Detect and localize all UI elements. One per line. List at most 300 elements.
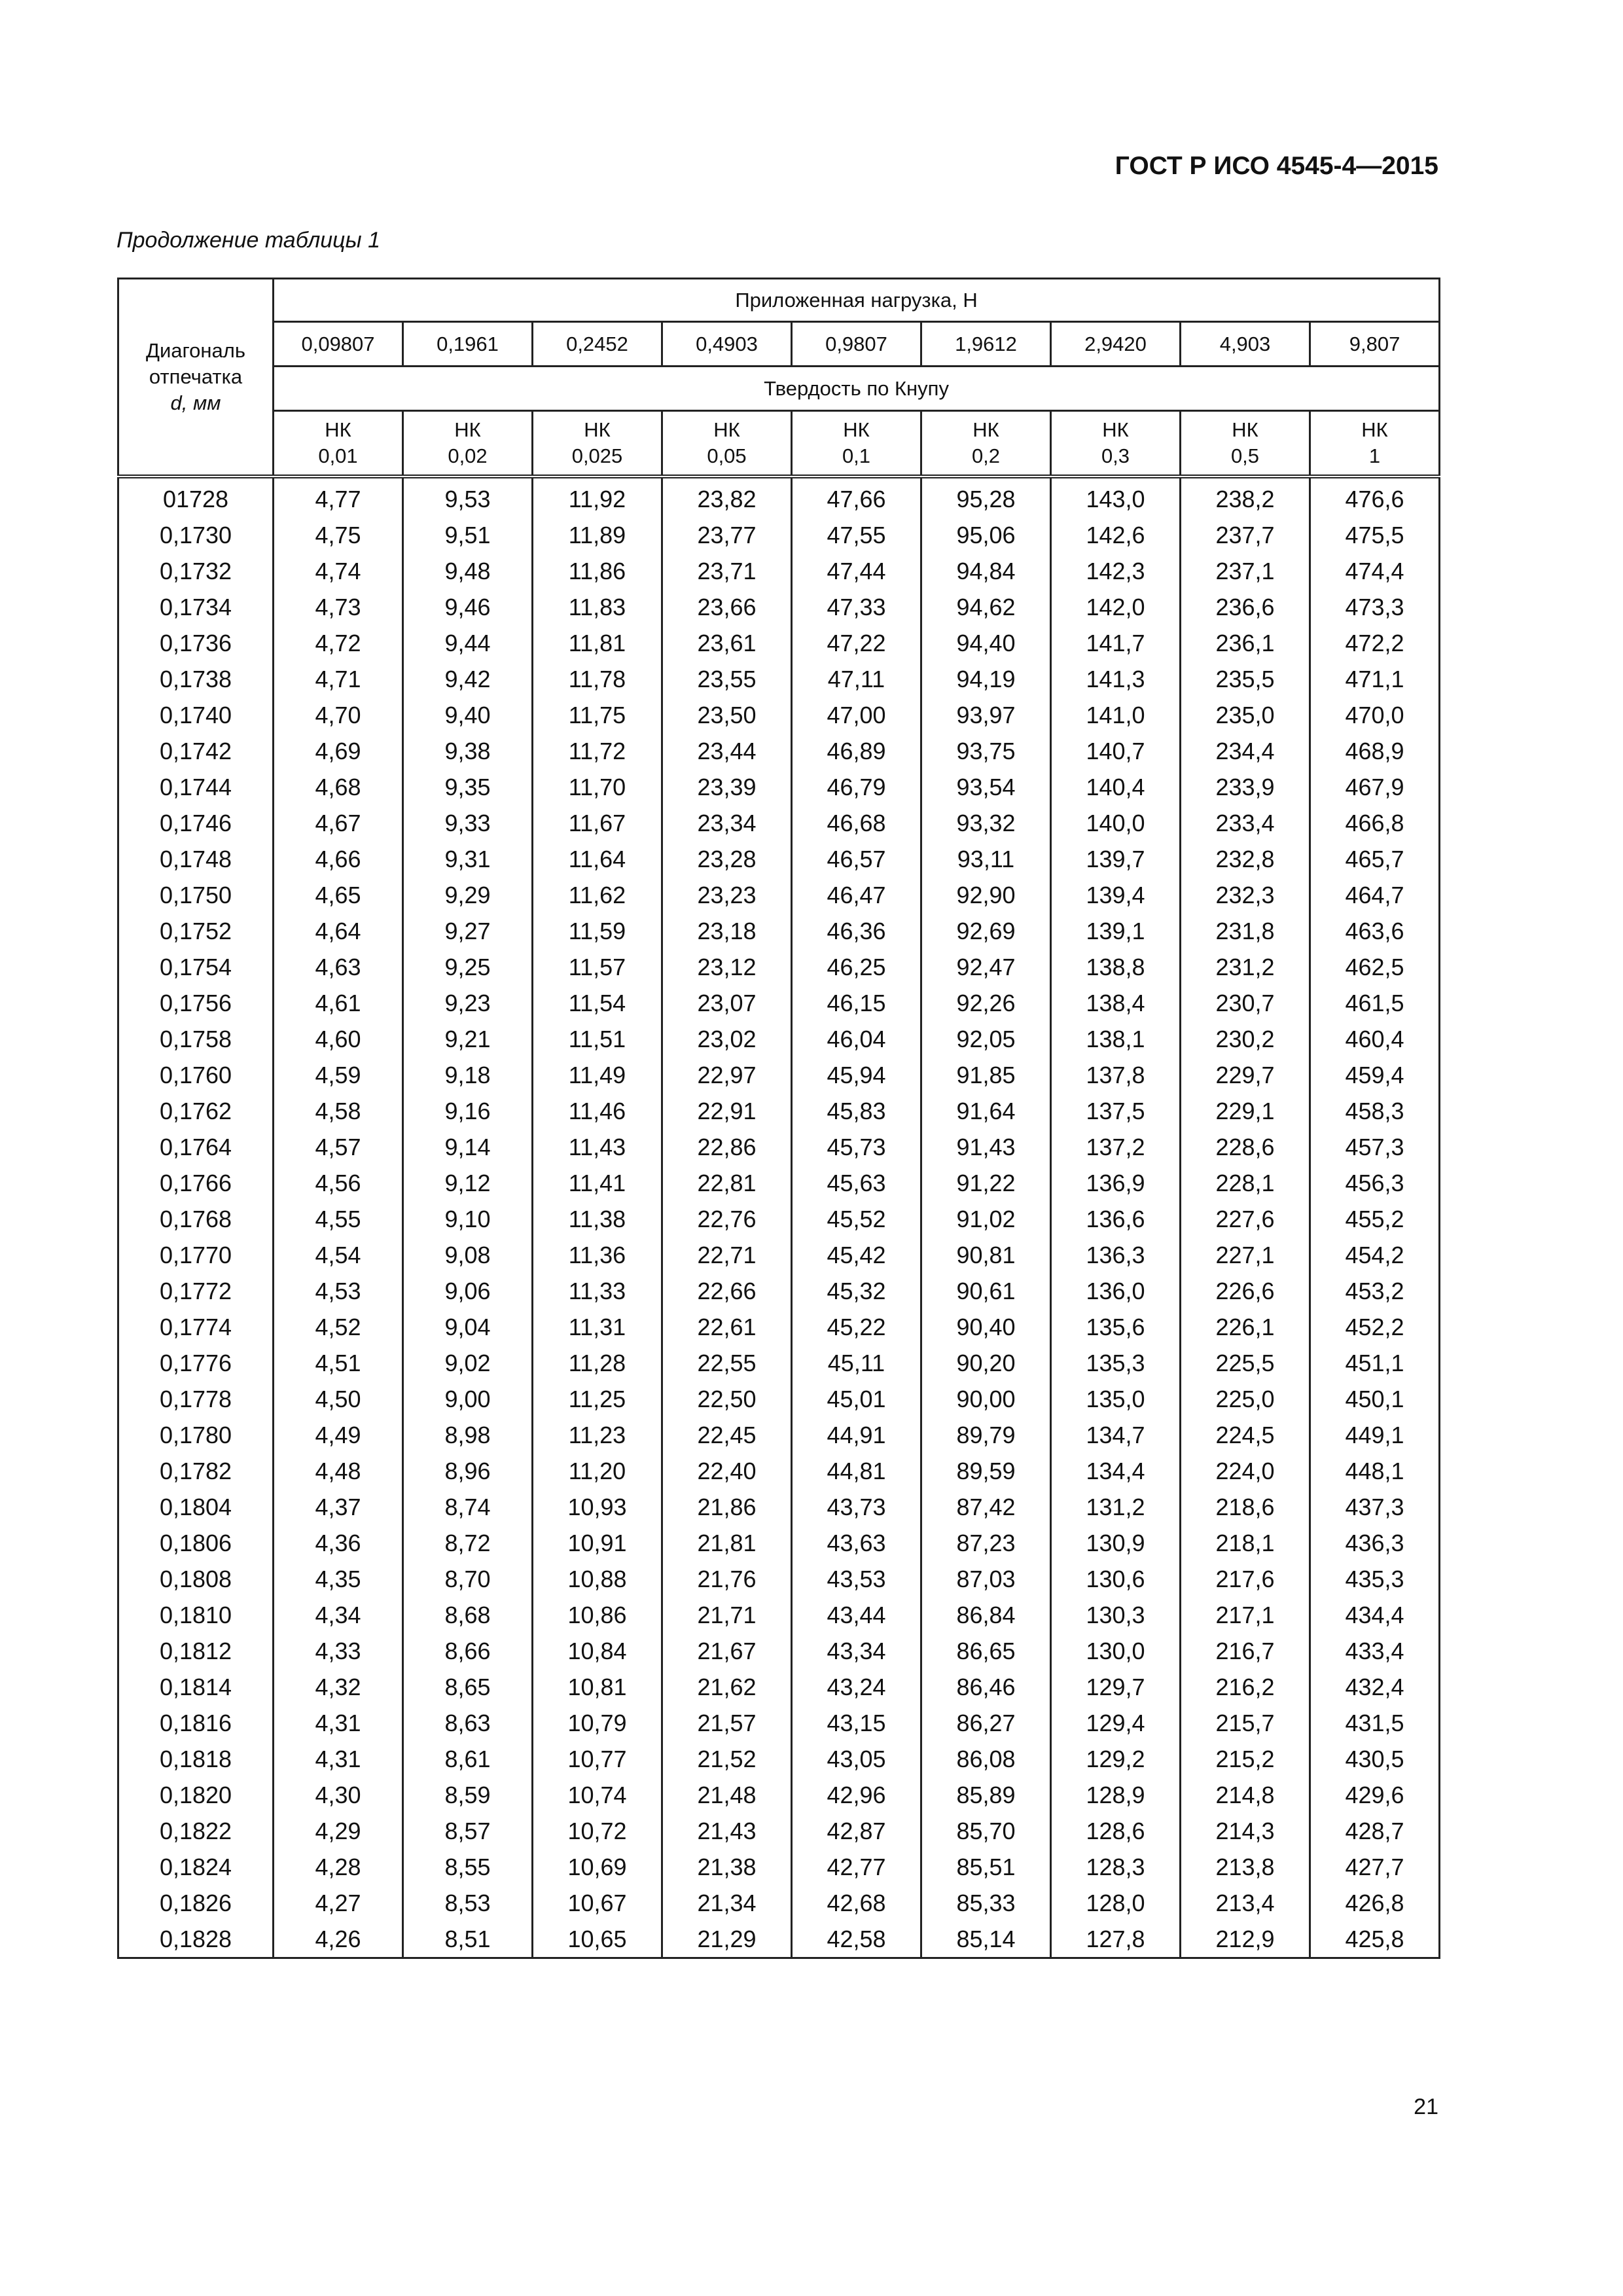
hardness-cell: 9,38 [403, 733, 533, 769]
hardness-cell: 456,3 [1310, 1165, 1440, 1201]
hardness-cell: 11,62 [533, 877, 662, 913]
hardness-cell: 42,87 [792, 1813, 921, 1849]
hardness-cell: 47,33 [792, 589, 921, 625]
hardness-cell: 428,7 [1310, 1813, 1440, 1849]
hardness-cell: 225,5 [1181, 1345, 1310, 1381]
hardness-cell: 10,81 [533, 1669, 662, 1705]
hardness-cell: 432,4 [1310, 1669, 1440, 1705]
hardness-cell: 8,55 [403, 1849, 533, 1885]
hardness-cell: 23,50 [662, 697, 792, 733]
hardness-cell: 225,0 [1181, 1381, 1310, 1417]
hardness-cell: 45,52 [792, 1201, 921, 1237]
hardness-cell: 9,14 [403, 1129, 533, 1165]
diagonal-cell: 0,1768 [118, 1201, 274, 1237]
hardness-cell: 22,66 [662, 1273, 792, 1309]
hardness-cell: 87,03 [921, 1561, 1051, 1597]
hardness-cell: 4,26 [274, 1921, 403, 1958]
hardness-cell: 43,53 [792, 1561, 921, 1597]
hardness-cell: 91,64 [921, 1093, 1051, 1129]
hardness-cell: 9,18 [403, 1057, 533, 1093]
hardness-cell: 229,7 [1181, 1057, 1310, 1093]
hardness-cell: 47,55 [792, 517, 921, 553]
table-row [118, 769, 1440, 805]
hardness-cell: 93,32 [921, 805, 1051, 841]
hardness-cell: 4,30 [274, 1777, 403, 1813]
hardness-cell: 8,51 [403, 1921, 533, 1958]
hardness-cell: 23,12 [662, 949, 792, 985]
hardness-cell: 9,12 [403, 1165, 533, 1201]
hardness-cell: 10,93 [533, 1489, 662, 1525]
hardness-cell: 141,0 [1051, 697, 1181, 733]
hardness-cell: 92,26 [921, 985, 1051, 1021]
hardness-cell: 85,89 [921, 1777, 1051, 1813]
hardness-cell: 214,8 [1181, 1777, 1310, 1813]
diagonal-cell: 01728 [118, 476, 274, 517]
hardness-cell: 91,85 [921, 1057, 1051, 1093]
table-row [118, 517, 1440, 553]
hardness-cell: 459,4 [1310, 1057, 1440, 1093]
hardness-cell: 4,65 [274, 877, 403, 913]
hardness-cell: 4,52 [274, 1309, 403, 1345]
hardness-cell: 11,81 [533, 625, 662, 661]
hardness-cell: 46,15 [792, 985, 921, 1021]
hardness-cell: 4,58 [274, 1093, 403, 1129]
table-row [118, 1561, 1440, 1597]
hardness-cell: 21,76 [662, 1561, 792, 1597]
hardness-cell: 215,2 [1181, 1741, 1310, 1777]
hardness-cell: 47,11 [792, 661, 921, 697]
hardness-cell: 42,68 [792, 1885, 921, 1921]
hardness-cell: 4,53 [274, 1273, 403, 1309]
hardness-cell: 137,2 [1051, 1129, 1181, 1165]
hardness-cell: 4,70 [274, 697, 403, 733]
hardness-cell: 44,81 [792, 1453, 921, 1489]
hardness-cell: 43,63 [792, 1525, 921, 1561]
hardness-cell: 86,84 [921, 1597, 1051, 1633]
diagonal-cell: 0,1804 [118, 1489, 274, 1525]
hardness-cell: 90,61 [921, 1273, 1051, 1309]
diagonal-cell: 0,1814 [118, 1669, 274, 1705]
hardness-cell: 142,0 [1051, 589, 1181, 625]
hardness-cell: 9,31 [403, 841, 533, 877]
hardness-cell: 9,46 [403, 589, 533, 625]
hardness-cell: 10,67 [533, 1885, 662, 1921]
hardness-cell: 9,42 [403, 661, 533, 697]
hardness-cell: 91,02 [921, 1201, 1051, 1237]
hardness-cell: 94,84 [921, 553, 1051, 589]
hardness-cell: 23,28 [662, 841, 792, 877]
hardness-cell: 217,6 [1181, 1561, 1310, 1597]
hardness-cell: 9,10 [403, 1201, 533, 1237]
hk-scale [403, 411, 533, 476]
hk-scale [1310, 411, 1440, 476]
hk-scale [792, 411, 921, 476]
hardness-cell: 22,45 [662, 1417, 792, 1453]
diagonal-cell: 0,1778 [118, 1381, 274, 1417]
table-row [118, 476, 1440, 517]
hardness-cell: 23,18 [662, 913, 792, 949]
hardness-cell: 4,66 [274, 841, 403, 877]
table-row [118, 697, 1440, 733]
hardness-cell: 9,40 [403, 697, 533, 733]
diagonal-cell: 0,1740 [118, 697, 274, 733]
hk-scale-symbol: НК [1232, 418, 1258, 441]
table-row [118, 1129, 1440, 1165]
hardness-cell: 21,38 [662, 1849, 792, 1885]
hardness-cell: 473,3 [1310, 589, 1440, 625]
hardness-cell: 45,83 [792, 1093, 921, 1129]
hardness-cell: 46,25 [792, 949, 921, 985]
table-row [118, 1237, 1440, 1273]
hardness-cell: 4,50 [274, 1381, 403, 1417]
hardness-cell: 22,55 [662, 1345, 792, 1381]
hardness-cell: 23,44 [662, 733, 792, 769]
hardness-cell: 227,6 [1181, 1201, 1310, 1237]
hardness-cell: 9,00 [403, 1381, 533, 1417]
table-body [118, 476, 1440, 1958]
hardness-cell: 4,36 [274, 1525, 403, 1561]
diagonal-cell: 0,1828 [118, 1921, 274, 1958]
diagonal-cell: 0,1822 [118, 1813, 274, 1849]
hardness-cell: 22,97 [662, 1057, 792, 1093]
hardness-cell: 4,69 [274, 733, 403, 769]
hardness-cell: 231,8 [1181, 913, 1310, 949]
hardness-cell: 430,5 [1310, 1741, 1440, 1777]
hardness-cell: 45,63 [792, 1165, 921, 1201]
hardness-cell: 233,9 [1181, 769, 1310, 805]
hardness-cell: 468,9 [1310, 733, 1440, 769]
diagonal-header [118, 279, 274, 476]
hardness-cell: 11,28 [533, 1345, 662, 1381]
hardness-cell: 21,48 [662, 1777, 792, 1813]
hardness-cell: 86,27 [921, 1705, 1051, 1741]
hardness-cell: 227,1 [1181, 1237, 1310, 1273]
hardness-cell: 11,72 [533, 733, 662, 769]
diagonal-cell: 0,1744 [118, 769, 274, 805]
hardness-cell: 4,63 [274, 949, 403, 985]
hardness-cell: 47,44 [792, 553, 921, 589]
hardness-cell: 138,8 [1051, 949, 1181, 985]
hardness-cell: 466,8 [1310, 805, 1440, 841]
table-row [118, 589, 1440, 625]
diagonal-cell: 0,1826 [118, 1885, 274, 1921]
hardness-cell: 232,3 [1181, 877, 1310, 913]
table-row [118, 805, 1440, 841]
hardness-cell: 4,32 [274, 1669, 403, 1705]
page-number: 21 [1414, 2094, 1438, 2119]
diagonal-cell: 0,1818 [118, 1741, 274, 1777]
hardness-cell: 136,9 [1051, 1165, 1181, 1201]
hardness-cell: 11,38 [533, 1201, 662, 1237]
hk-scale-load: 0,025 [571, 444, 623, 467]
hk-scale [921, 411, 1051, 476]
hardness-cell: 217,1 [1181, 1597, 1310, 1633]
hk-scale-symbol: НК [843, 418, 870, 441]
hardness-cell: 21,43 [662, 1813, 792, 1849]
hardness-cell: 46,89 [792, 733, 921, 769]
hardness-cell: 46,36 [792, 913, 921, 949]
hardness-cell: 92,05 [921, 1021, 1051, 1057]
hardness-cell: 4,31 [274, 1705, 403, 1741]
hardness-cell: 11,67 [533, 805, 662, 841]
hardness-cell: 213,4 [1181, 1885, 1310, 1921]
hardness-cell: 23,55 [662, 661, 792, 697]
hardness-cell: 91,43 [921, 1129, 1051, 1165]
hardness-cell: 4,57 [274, 1129, 403, 1165]
diagonal-cell: 0,1764 [118, 1129, 274, 1165]
table-row [118, 913, 1440, 949]
hardness-cell: 212,9 [1181, 1921, 1310, 1958]
hardness-cell: 47,66 [792, 476, 921, 517]
hardness-cell: 139,1 [1051, 913, 1181, 949]
hardness-cell: 22,86 [662, 1129, 792, 1165]
hardness-cell: 4,64 [274, 913, 403, 949]
hardness-cell: 143,0 [1051, 476, 1181, 517]
hardness-cell: 226,1 [1181, 1309, 1310, 1345]
hardness-cell: 9,44 [403, 625, 533, 661]
hardness-cell: 454,2 [1310, 1237, 1440, 1273]
hardness-cell: 92,47 [921, 949, 1051, 985]
table-row [118, 1849, 1440, 1885]
hardness-cell: 11,83 [533, 589, 662, 625]
diagonal-cell: 0,1774 [118, 1309, 274, 1345]
hardness-cell: 8,63 [403, 1705, 533, 1741]
table-row [118, 1381, 1440, 1417]
hardness-cell: 93,97 [921, 697, 1051, 733]
hardness-cell: 236,1 [1181, 625, 1310, 661]
hardness-cell: 11,51 [533, 1021, 662, 1057]
hardness-cell: 449,1 [1310, 1417, 1440, 1453]
hardness-cell: 22,81 [662, 1165, 792, 1201]
hardness-cell: 8,96 [403, 1453, 533, 1489]
hardness-cell: 8,66 [403, 1633, 533, 1669]
hardness-cell: 136,6 [1051, 1201, 1181, 1237]
hardness-cell: 8,59 [403, 1777, 533, 1813]
hardness-cell: 461,5 [1310, 985, 1440, 1021]
hardness-cell: 231,2 [1181, 949, 1310, 985]
hardness-cell: 45,32 [792, 1273, 921, 1309]
hardness-cell: 10,77 [533, 1741, 662, 1777]
diagonal-cell: 0,1760 [118, 1057, 274, 1093]
hardness-cell: 21,67 [662, 1633, 792, 1669]
hardness-cell: 22,91 [662, 1093, 792, 1129]
hardness-cell: 130,9 [1051, 1525, 1181, 1561]
hardness-cell: 43,15 [792, 1705, 921, 1741]
load-value: 0,2452 [533, 322, 662, 367]
hardness-cell: 9,25 [403, 949, 533, 985]
hardness-cell: 46,79 [792, 769, 921, 805]
hardness-cell: 11,43 [533, 1129, 662, 1165]
hardness-cell: 22,40 [662, 1453, 792, 1489]
hardness-cell: 470,0 [1310, 697, 1440, 733]
hardness-cell: 142,3 [1051, 553, 1181, 589]
hardness-cell: 128,3 [1051, 1849, 1181, 1885]
hardness-cell: 11,33 [533, 1273, 662, 1309]
hardness-cell: 4,28 [274, 1849, 403, 1885]
table-caption: Продолжение таблицы 1 [116, 228, 380, 253]
hardness-cell: 46,68 [792, 805, 921, 841]
hk-scale-symbol: НК [713, 418, 740, 441]
hardness-cell: 475,5 [1310, 517, 1440, 553]
hk-scale [1181, 411, 1310, 476]
hardness-cell: 43,73 [792, 1489, 921, 1525]
load-value: 9,807 [1310, 322, 1440, 367]
table-row [118, 877, 1440, 913]
hk-scale-load: 0,1 [842, 444, 871, 467]
hardness-cell: 10,84 [533, 1633, 662, 1669]
table-row [118, 553, 1440, 589]
hardness-cell: 23,39 [662, 769, 792, 805]
hardness-cell: 4,54 [274, 1237, 403, 1273]
hardness-cell: 4,61 [274, 985, 403, 1021]
hardness-cell: 9,53 [403, 476, 533, 517]
hardness-cell: 216,7 [1181, 1633, 1310, 1669]
hardness-cell: 11,70 [533, 769, 662, 805]
hardness-cell: 136,3 [1051, 1237, 1181, 1273]
hardness-cell: 10,65 [533, 1921, 662, 1958]
table-row [118, 625, 1440, 661]
hardness-cell: 23,66 [662, 589, 792, 625]
diagonal-cell: 0,1782 [118, 1453, 274, 1489]
hk-scale-load: 0,05 [707, 444, 747, 467]
hardness-cell: 11,64 [533, 841, 662, 877]
hardness-cell: 140,7 [1051, 733, 1181, 769]
hardness-cell: 9,21 [403, 1021, 533, 1057]
hardness-cell: 21,34 [662, 1885, 792, 1921]
hardness-cell: 140,0 [1051, 805, 1181, 841]
hardness-cell: 21,86 [662, 1489, 792, 1525]
hardness-cell: 142,6 [1051, 517, 1181, 553]
hardness-cell: 9,23 [403, 985, 533, 1021]
hardness-cell: 8,57 [403, 1813, 533, 1849]
hardness-cell: 238,2 [1181, 476, 1310, 517]
hardness-cell: 9,29 [403, 877, 533, 913]
hardness-cell: 455,2 [1310, 1201, 1440, 1237]
hardness-cell: 86,65 [921, 1633, 1051, 1669]
hardness-cell: 11,46 [533, 1093, 662, 1129]
hardness-cell: 10,86 [533, 1597, 662, 1633]
hardness-cell: 4,74 [274, 553, 403, 589]
hardness-cell: 140,4 [1051, 769, 1181, 805]
hardness-cell: 9,04 [403, 1309, 533, 1345]
hardness-cell: 11,31 [533, 1309, 662, 1345]
diagonal-cell: 0,1776 [118, 1345, 274, 1381]
hardness-cell: 4,27 [274, 1885, 403, 1921]
hardness-cell: 128,6 [1051, 1813, 1181, 1849]
hardness-cell: 137,5 [1051, 1093, 1181, 1129]
hardness-cell: 141,7 [1051, 625, 1181, 661]
hardness-cell: 22,50 [662, 1381, 792, 1417]
table-row [118, 1633, 1440, 1669]
hardness-cell: 94,62 [921, 589, 1051, 625]
hardness-cell: 435,3 [1310, 1561, 1440, 1597]
diagonal-cell: 0,1734 [118, 589, 274, 625]
hardness-cell: 216,2 [1181, 1669, 1310, 1705]
hardness-cell: 138,1 [1051, 1021, 1181, 1057]
hardness-cell: 4,75 [274, 517, 403, 553]
hardness-cell: 10,72 [533, 1813, 662, 1849]
hardness-cell: 93,11 [921, 841, 1051, 877]
hardness-cell: 237,7 [1181, 517, 1310, 553]
hardness-cell: 135,0 [1051, 1381, 1181, 1417]
hardness-cell: 4,34 [274, 1597, 403, 1633]
hardness-cell: 23,71 [662, 553, 792, 589]
load-value: 0,4903 [662, 322, 792, 367]
diagonal-cell: 0,1758 [118, 1021, 274, 1057]
table-row [118, 1273, 1440, 1309]
hardness-cell: 42,96 [792, 1777, 921, 1813]
load-value: 0,09807 [274, 322, 403, 367]
hardness-cell: 23,07 [662, 985, 792, 1021]
hk-scale [274, 411, 403, 476]
hardness-cell: 234,4 [1181, 733, 1310, 769]
hardness-cell: 452,2 [1310, 1309, 1440, 1345]
hardness-header: Твердость по Кнупу [274, 367, 1440, 411]
hardness-cell: 134,4 [1051, 1453, 1181, 1489]
hardness-cell: 95,06 [921, 517, 1051, 553]
diagonal-cell: 0,1762 [118, 1093, 274, 1129]
diagonal-cell: 0,1752 [118, 913, 274, 949]
table-row [118, 1093, 1440, 1129]
hardness-cell: 4,29 [274, 1813, 403, 1849]
hardness-cell: 10,79 [533, 1705, 662, 1741]
hardness-cell: 87,42 [921, 1489, 1051, 1525]
hardness-cell: 11,59 [533, 913, 662, 949]
hardness-cell: 218,1 [1181, 1525, 1310, 1561]
table-row [118, 1813, 1440, 1849]
hardness-cell: 46,57 [792, 841, 921, 877]
hardness-cell: 86,46 [921, 1669, 1051, 1705]
hardness-cell: 229,1 [1181, 1093, 1310, 1129]
diagonal-cell: 0,1808 [118, 1561, 274, 1597]
hardness-cell: 45,73 [792, 1129, 921, 1165]
hardness-cell: 235,5 [1181, 661, 1310, 697]
hardness-cell: 11,36 [533, 1237, 662, 1273]
hardness-cell: 23,02 [662, 1021, 792, 1057]
diagonal-cell: 0,1812 [118, 1633, 274, 1669]
hardness-cell: 11,23 [533, 1417, 662, 1453]
hardness-cell: 23,77 [662, 517, 792, 553]
load-value: 2,9420 [1051, 322, 1181, 367]
hardness-cell: 129,7 [1051, 1669, 1181, 1705]
table-row [118, 1489, 1440, 1525]
hardness-cell: 43,34 [792, 1633, 921, 1669]
hk-scale-symbol: НК [454, 418, 481, 441]
hardness-cell: 92,69 [921, 913, 1051, 949]
hardness-cell: 453,2 [1310, 1273, 1440, 1309]
hardness-cell: 426,8 [1310, 1885, 1440, 1921]
hardness-cell: 44,91 [792, 1417, 921, 1453]
hardness-cell: 47,00 [792, 697, 921, 733]
table-row [118, 1741, 1440, 1777]
table-row [118, 1417, 1440, 1453]
hk-scale-symbol: НК [972, 418, 999, 441]
hk-scale-symbol: НК [325, 418, 351, 441]
hk-scale-load: 0,3 [1101, 444, 1130, 467]
hardness-cell: 11,54 [533, 985, 662, 1021]
hardness-cell: 4,49 [274, 1417, 403, 1453]
table-row [118, 1057, 1440, 1093]
load-value: 4,903 [1181, 322, 1310, 367]
loads-row [118, 322, 1440, 367]
hardness-cell: 450,1 [1310, 1381, 1440, 1417]
table-row [118, 733, 1440, 769]
hardness-cell: 42,77 [792, 1849, 921, 1885]
table-row [118, 1777, 1440, 1813]
hardness-cell: 21,62 [662, 1669, 792, 1705]
diagonal-cell: 0,1756 [118, 985, 274, 1021]
hardness-cell: 458,3 [1310, 1093, 1440, 1129]
